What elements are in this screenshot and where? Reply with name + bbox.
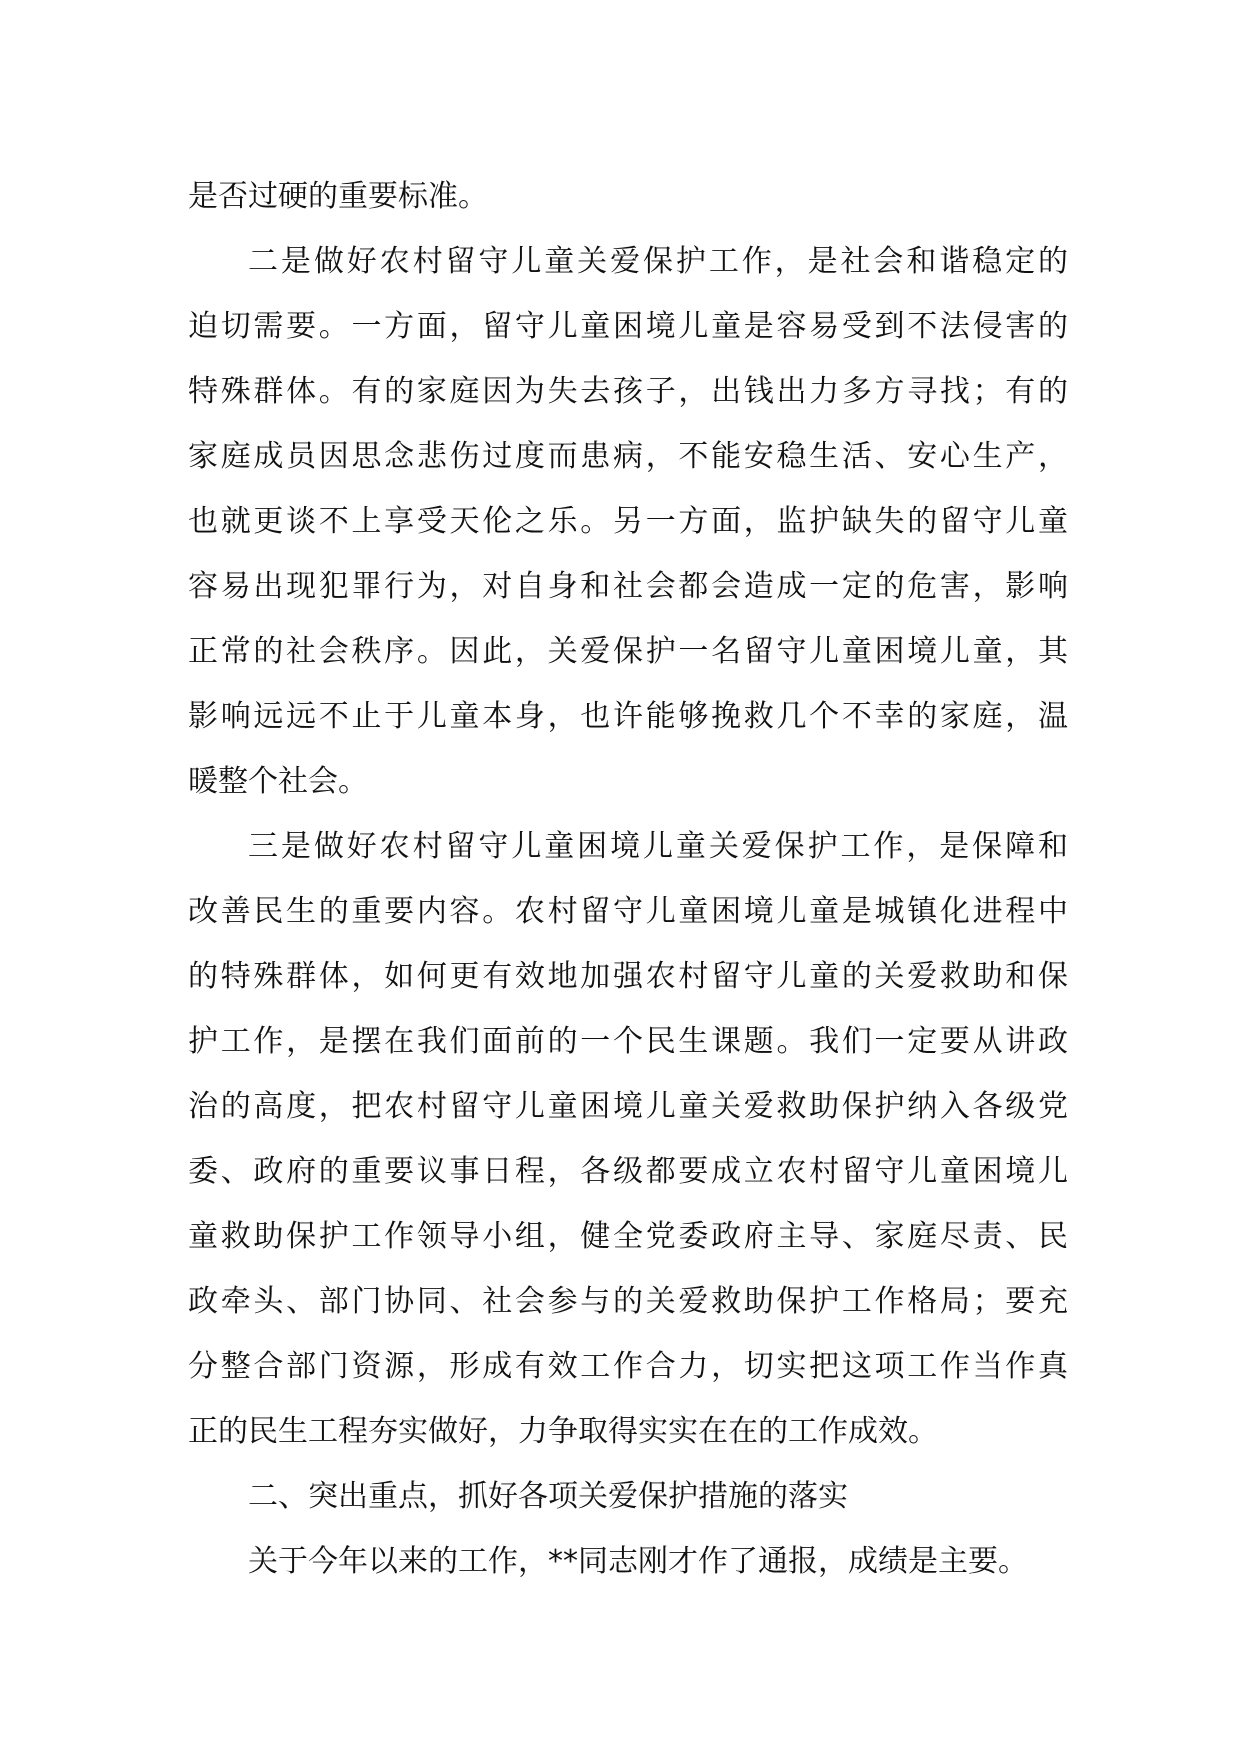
text-line: 正的民生工程夯实做好，力争取得实实在在的工作成效。 (188, 1414, 938, 1449)
text-line: 是否过硬的重要标准。 (188, 179, 488, 214)
text-line: 童救助保护工作领导小组，健全党委政府主导、家庭尽责、民 (188, 1219, 1068, 1254)
text-line: 的特殊群体，如何更有效地加强农村留守儿童的关爱救助和保 (188, 959, 1068, 994)
text-line: 治的高度，把农村留守儿童困境儿童关爱救助保护纳入各级党 (188, 1089, 1068, 1124)
text-line: 暖整个社会。 (188, 764, 368, 799)
text-line: 正常的社会秩序。因此，关爱保护一名留守儿童困境儿童，其 (188, 634, 1068, 669)
text-line: 容易出现犯罪行为，对自身和社会都会造成一定的危害，影响 (188, 569, 1068, 604)
text-line: 特殊群体。有的家庭因为失去孩子，出钱出力多方寻找；有的 (188, 374, 1068, 409)
text-line: 政牵头、部门协同、社会参与的关爱救助保护工作格局；要充 (188, 1284, 1068, 1319)
paragraph-first-line: 二是做好农村留守儿童关爱保护工作，是社会和谐稳定的 (248, 244, 1068, 279)
text-line: 家庭成员因思念悲伤过度而患病，不能安稳生活、安心生产， (188, 439, 1068, 474)
text-line: 改善民生的重要内容。农村留守儿童困境儿童是城镇化进程中 (188, 894, 1068, 929)
text-line: 护工作，是摆在我们面前的一个民生课题。我们一定要从讲政 (188, 1024, 1068, 1059)
text-line: 委、政府的重要议事日程，各级都要成立农村留守儿童困境儿 (188, 1154, 1068, 1189)
body-text (188, 164, 1068, 1594)
paragraph-first-line: 关于今年以来的工作，**同志刚才作了通报，成绩是主要。 (248, 1544, 1028, 1579)
text-line: 也就更谈不上享受天伦之乐。另一方面，监护缺失的留守儿童 (188, 504, 1068, 539)
text-line: 迫切需要。一方面，留守儿童困境儿童是容易受到不法侵害的 (188, 309, 1068, 344)
text-line: 影响远远不止于儿童本身，也许能够挽救几个不幸的家庭，温 (188, 699, 1068, 734)
text-line: 分整合部门资源，形成有效工作合力，切实把这项工作当作真 (188, 1349, 1068, 1384)
paragraph-first-line: 三是做好农村留守儿童困境儿童关爱保护工作，是保障和 (248, 829, 1068, 864)
section-heading: 二、突出重点，抓好各项关爱保护措施的落实 (248, 1479, 848, 1514)
